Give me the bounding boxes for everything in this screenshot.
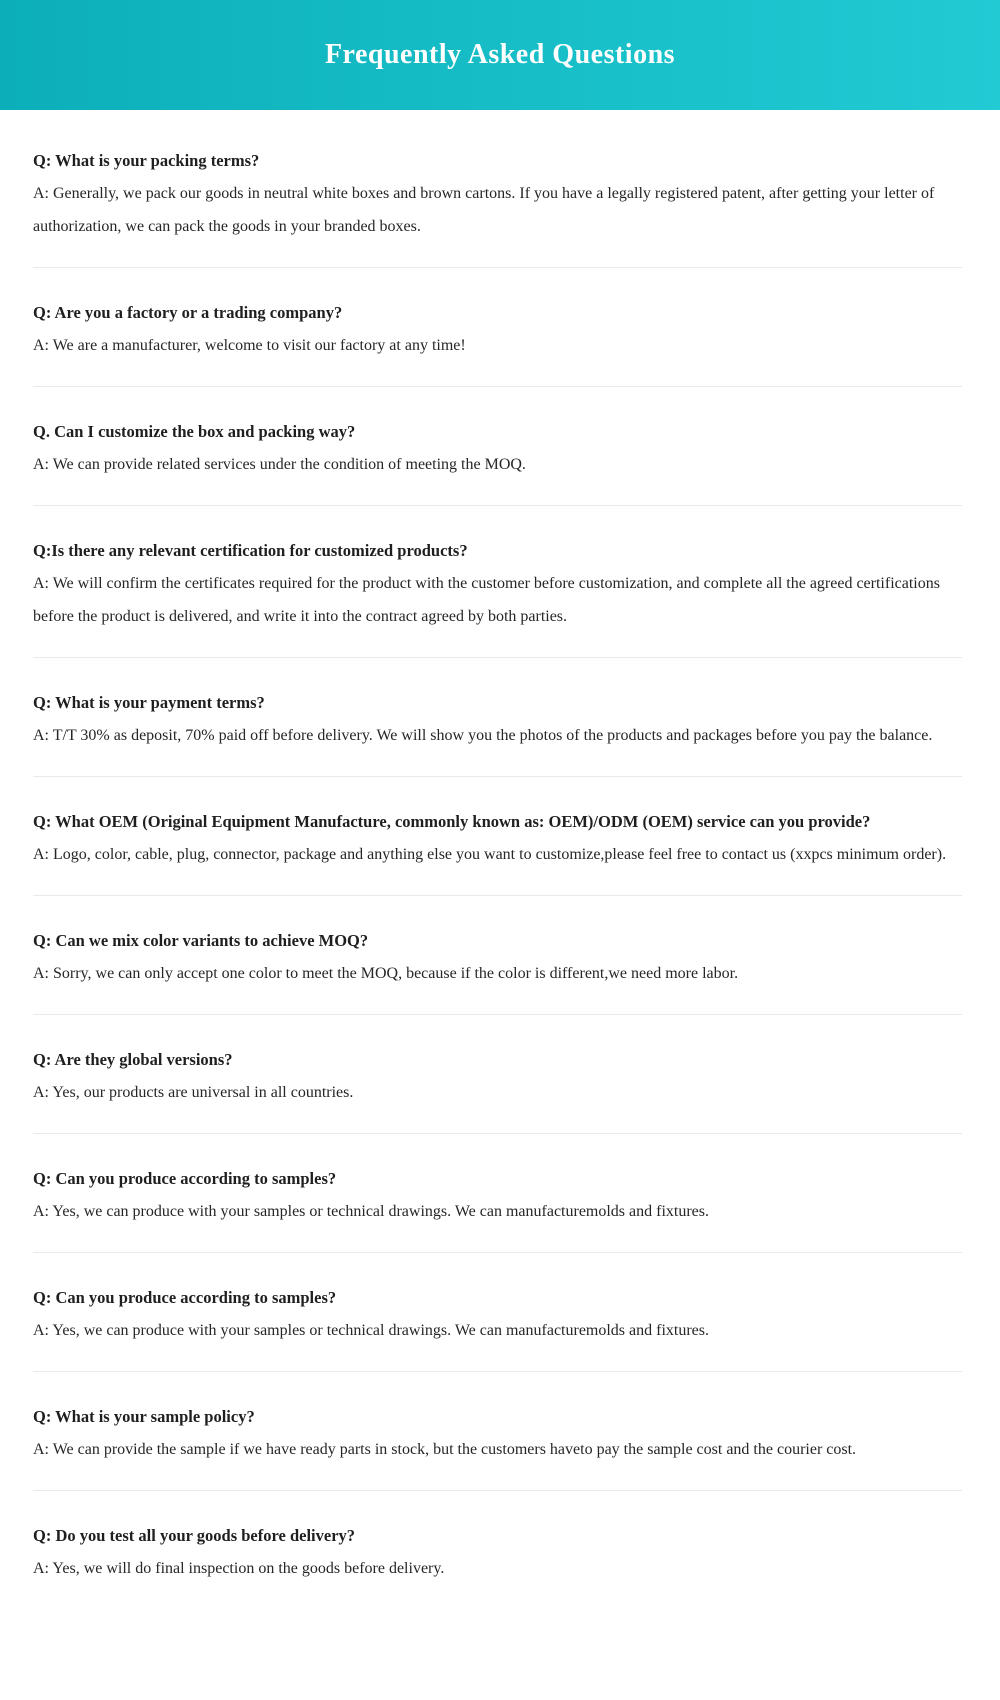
faq-question: Q: Are you a factory or a trading company? (33, 303, 343, 322)
faq-question: Q: Can we mix color variants to achieve MOQ? (33, 931, 369, 950)
faq-question: Q: Are they global versions? (33, 1050, 233, 1069)
faq-question: Q: What OEM (Original Equipment Manufacture, commonly known as: OEM)/ODM (OEM) service can you provide? (33, 812, 871, 831)
faq-answer: A: We will confirm the certificates required for the product with the customer before customization, and complete all the agreed certifications before the product is delivered, and write it into the contract agreed by both parties. (33, 575, 940, 625)
faq-header-banner (0, 0, 1000, 110)
faq-answer: A: T/T 30% as deposit, 70% paid off before delivery. We will show you the photos of the products and packages before you pay the balance. (33, 727, 933, 744)
faq-item (33, 777, 962, 896)
faq-answer: A: Yes, we can produce with your samples or technical drawings. We can manufacturemolds and fixtures. (33, 1203, 710, 1220)
faq-question: Q: Can you produce according to samples? (33, 1169, 337, 1188)
faq-answer: A: Sorry, we can only accept one color to meet the MOQ, because if the color is different,we need more labor. (33, 965, 739, 982)
faq-answer: A: Yes, we can produce with your samples or technical drawings. We can manufacturemolds and fixtures. (33, 1322, 710, 1339)
faq-item (33, 1134, 962, 1253)
faq-item (33, 1015, 962, 1134)
faq-list (0, 110, 1000, 1629)
faq-question: Q:Is there any relevant certification for customized products? (33, 541, 468, 560)
faq-question: Q: Do you test all your goods before delivery? (33, 1526, 356, 1545)
faq-answer: A: Yes, we will do final inspection on the goods before delivery. (33, 1560, 445, 1577)
faq-item (33, 1253, 962, 1372)
faq-item (33, 658, 962, 777)
faq-item (33, 506, 962, 658)
faq-item (33, 387, 962, 506)
faq-item (33, 116, 962, 268)
faq-answer: A: We can provide the sample if we have ready parts in stock, but the customers haveto pay the sample cost and the courier cost. (33, 1441, 857, 1458)
faq-answer: A: Generally, we pack our goods in neutral white boxes and brown cartons. If you have a legally registered patent, after getting your letter of authorization, we can pack the goods in your branded boxes. (33, 185, 935, 235)
faq-question: Q: Can you produce according to samples? (33, 1288, 337, 1307)
faq-question: Q: What is your sample policy? (33, 1407, 255, 1426)
faq-answer: A: We are a manufacturer, welcome to visit our factory at any time! (33, 337, 466, 354)
page-title: Frequently Asked Questions (324, 39, 676, 70)
faq-item (33, 268, 962, 387)
faq-question: Q: What is your payment terms? (33, 693, 265, 712)
faq-question: Q: What is your packing terms? (33, 151, 260, 170)
faq-item (33, 1372, 962, 1491)
faq-item (33, 896, 962, 1015)
faq-answer: A: Logo, color, cable, plug, connector, package and anything else you want to customize,please feel free to contact us (xxpcs minimum order). (33, 846, 947, 863)
faq-question: Q. Can I customize the box and packing way? (33, 422, 356, 441)
faq-answer: A: We can provide related services under the condition of meeting the MOQ. (33, 456, 526, 473)
faq-item (33, 1491, 962, 1609)
faq-answer: A: Yes, our products are universal in all countries. (33, 1084, 354, 1101)
